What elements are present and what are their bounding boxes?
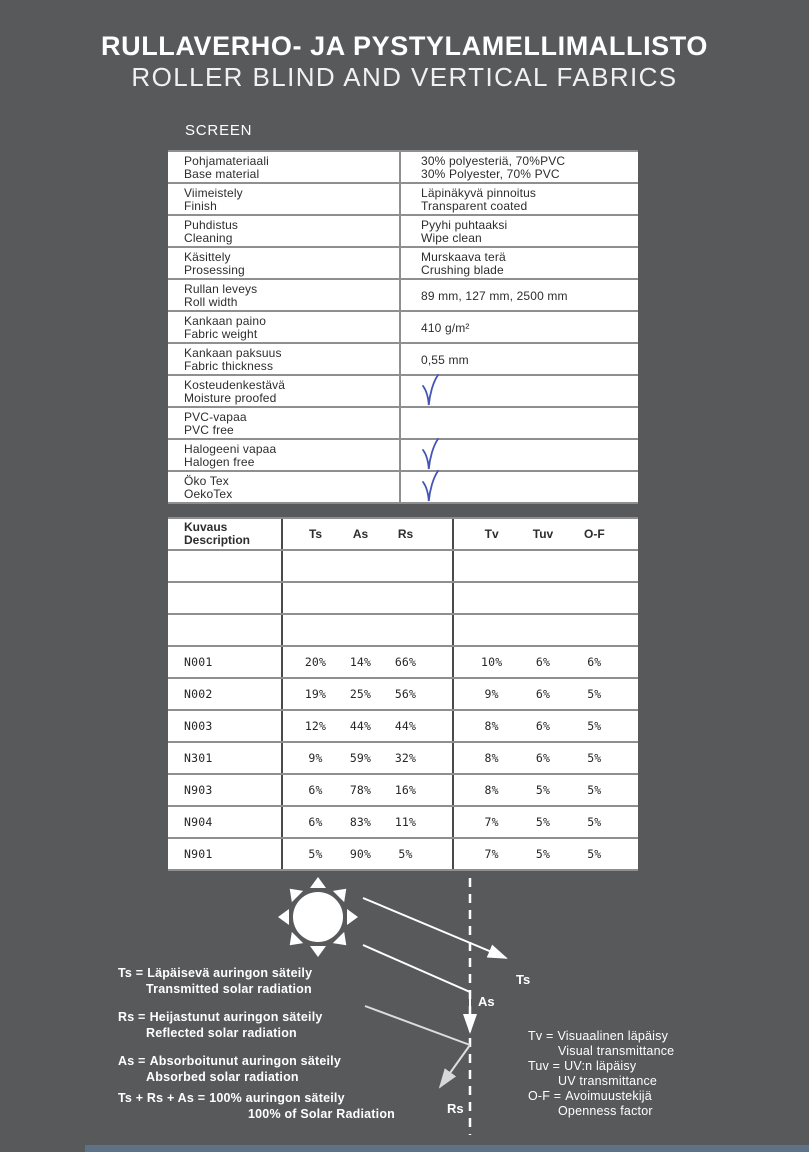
legend-entry	[118, 1091, 448, 1122]
property-label-en: Finish	[184, 199, 217, 213]
property-label-fi: Öko Tex	[184, 474, 229, 488]
fabric-name-cell	[168, 615, 283, 645]
legend-line-en: 100% of Solar Radiation	[248, 1106, 395, 1121]
legend-entry	[528, 1089, 788, 1119]
fabric-name: N904	[184, 815, 213, 829]
legend-line-en: Visual transmittance	[558, 1044, 675, 1058]
property-value-fi: Murskaava terä	[421, 250, 506, 264]
property-label-fi: Puhdistus	[184, 218, 239, 232]
value-as: 59%	[349, 751, 372, 765]
property-label-fi: Kankaan paino	[184, 314, 267, 328]
solar-values-cell	[283, 711, 454, 741]
value-tuv: 5%	[535, 815, 551, 829]
solar-values-cell	[283, 775, 454, 805]
fabric-name-cell	[168, 583, 283, 613]
solar-values-cell	[283, 807, 454, 837]
property-value	[401, 280, 638, 310]
property-value-fi: 30% polyesteriä, 70%PVC	[421, 154, 566, 168]
solar-columns-header	[283, 519, 454, 549]
visual-values-cell	[454, 679, 638, 709]
value-tv: 7%	[484, 815, 499, 829]
value-ts: 6%	[308, 783, 323, 797]
value-rs: 11%	[394, 815, 417, 829]
legend-term: Ts =	[118, 966, 144, 980]
legend-line-fi	[118, 1054, 448, 1070]
column-header-as: As	[352, 527, 369, 541]
value-tv: 8%	[484, 751, 499, 765]
solar-values-cell	[283, 551, 454, 581]
property-label-fi: Kosteudenkestävä	[184, 378, 286, 392]
legend-text-fi: Läpäisevä auringon säteily	[147, 966, 313, 980]
property-value	[401, 248, 638, 278]
legend-line-en: Absorbed solar radiation	[146, 1069, 299, 1084]
fabric-name: N903	[184, 783, 213, 797]
fabric-name-cell	[168, 775, 283, 805]
property-value	[401, 152, 638, 182]
property-value-fi: Läpinäkyvä pinnoitus	[421, 186, 537, 200]
fabric-name: N301	[184, 751, 213, 765]
value-ts: 12%	[304, 719, 327, 733]
value-tuv: 5%	[535, 847, 551, 861]
property-value-fi: 410 g/m²	[421, 320, 470, 335]
property-value-en: Crushing blade	[421, 263, 504, 277]
property-value	[401, 216, 638, 246]
value-as: 44%	[349, 719, 372, 733]
column-header-ts: Ts	[308, 527, 323, 541]
column-header-tuv: Tuv	[532, 527, 554, 541]
fabric-name-cell	[168, 551, 283, 581]
value-tuv: 6%	[535, 751, 551, 765]
property-label	[168, 248, 401, 278]
value-ts: 6%	[308, 815, 323, 829]
property-label-fi: Pohjamateriaali	[184, 154, 269, 168]
property-row	[168, 280, 638, 310]
property-row	[168, 216, 638, 246]
property-label-fi: Viimeistely	[184, 186, 243, 200]
visual-values-cell	[454, 743, 638, 773]
fabric-row	[168, 807, 638, 837]
legend-line-fi	[118, 1010, 448, 1026]
legend-text-fi: Absorboitunut auringon säteily	[149, 1054, 341, 1068]
property-label-fi: PVC-vapaa	[184, 410, 247, 424]
column-header-tv: Tv	[484, 527, 499, 541]
legend-entry	[528, 1059, 788, 1089]
property-label-en: Moisture proofed	[184, 391, 277, 405]
property-label-fi: Kankaan paksuus	[184, 346, 282, 360]
check-icon	[419, 468, 441, 506]
legend-text-fi: UV:n läpäisy	[564, 1059, 637, 1073]
fabric-row	[168, 679, 638, 709]
visual-values-cell	[454, 839, 638, 869]
visual-values-cell	[454, 615, 638, 645]
value-tv: 8%	[484, 719, 499, 733]
legend-term: Tv =	[528, 1029, 554, 1043]
fabric-name-cell	[168, 839, 283, 869]
fabric-row	[168, 647, 638, 677]
property-value-en: Wipe clean	[421, 231, 482, 245]
page-title-english: ROLLER BLIND AND VERTICAL FABRICS	[131, 62, 678, 92]
property-value	[401, 312, 638, 342]
legend-line-fi	[118, 1091, 448, 1107]
fabrics-header-row	[168, 519, 638, 549]
value-ts: 5%	[308, 847, 323, 861]
property-label-en: PVC free	[184, 423, 234, 437]
legend-text-fi: Heijastunut auringon säteily	[149, 1010, 323, 1024]
solar-values-cell	[283, 615, 454, 645]
legend-text-fi: 100% auringon säteily	[209, 1091, 345, 1105]
property-label	[168, 440, 401, 470]
legend-line-en: UV transmittance	[558, 1074, 658, 1088]
visual-values-cell	[454, 775, 638, 805]
property-value	[401, 472, 638, 502]
fabric-row	[168, 711, 638, 741]
legend-entry	[528, 1029, 788, 1059]
legend-term: Rs =	[118, 1010, 146, 1024]
as-label: As	[478, 994, 495, 1009]
sun-icon	[278, 877, 358, 957]
fabric-name-cell	[168, 679, 283, 709]
legend-solar-terms	[118, 966, 448, 1135]
property-label	[168, 280, 401, 310]
property-value	[401, 184, 638, 214]
properties-table	[168, 150, 638, 504]
property-value-en: 30% Polyester, 70% PVC	[421, 167, 560, 181]
value-tuv: 6%	[535, 687, 551, 701]
empty-row	[168, 551, 638, 581]
property-label-en: Prosessing	[184, 263, 245, 277]
property-label	[168, 184, 401, 214]
value-tv: 10%	[480, 655, 503, 669]
value-of: 5%	[587, 847, 602, 861]
property-label	[168, 408, 401, 438]
solar-values-cell	[283, 583, 454, 613]
property-row	[168, 408, 638, 438]
fabric-row	[168, 743, 638, 773]
fabric-name: N003	[184, 719, 213, 733]
column-header-description	[168, 519, 283, 549]
legend-line-fi	[118, 966, 448, 982]
legend-entry	[118, 1054, 448, 1085]
value-tv: 7%	[484, 847, 499, 861]
property-label-en: OekoTex	[184, 487, 233, 501]
property-row	[168, 184, 638, 214]
property-value-en: Transparent coated	[421, 199, 528, 213]
value-as: 78%	[349, 783, 372, 797]
value-tuv: 6%	[535, 655, 551, 669]
property-value-fi: Pyyhi puhtaaksi	[421, 218, 508, 232]
value-rs: 16%	[394, 783, 417, 797]
value-ts: 19%	[304, 687, 327, 701]
value-of: 5%	[587, 719, 602, 733]
header-kuvaus: Kuvaus	[184, 520, 228, 534]
property-row	[168, 248, 638, 278]
value-tv: 9%	[484, 687, 499, 701]
property-label	[168, 312, 401, 342]
fabric-name: N901	[184, 847, 213, 861]
property-label	[168, 152, 401, 182]
value-of: 5%	[587, 815, 602, 829]
property-label-en: Roll width	[184, 295, 238, 309]
value-of: 5%	[587, 783, 602, 797]
legend-line-en: Reflected solar radiation	[146, 1025, 297, 1040]
solar-values-cell	[283, 839, 454, 869]
empty-row	[168, 583, 638, 613]
value-as: 14%	[349, 655, 372, 669]
ts-label: Ts	[516, 972, 531, 987]
property-value	[401, 376, 638, 406]
empty-row	[168, 615, 638, 645]
value-rs: 5%	[398, 847, 413, 861]
value-rs: 32%	[394, 751, 417, 765]
property-label-en: Base material	[184, 167, 260, 181]
property-label-en: Cleaning	[184, 231, 233, 245]
legend-line-fi	[528, 1059, 788, 1074]
value-as: 83%	[349, 815, 372, 829]
visual-values-cell	[454, 583, 638, 613]
property-row	[168, 440, 638, 470]
fabric-row	[168, 839, 638, 869]
property-value	[401, 440, 638, 470]
legend-term: Ts + Rs + As =	[118, 1091, 206, 1105]
header-description: Description	[184, 533, 251, 547]
property-label-en: Fabric weight	[184, 327, 258, 341]
property-value	[401, 344, 638, 374]
legend-text-fi: Visuaalinen läpäisy	[557, 1029, 669, 1043]
visual-values-cell	[454, 807, 638, 837]
page-title-finnish: RULLAVERHO- JA PYSTYLAMELLIMALLISTO	[101, 31, 708, 61]
check-icon	[419, 372, 441, 410]
ts-arrow	[363, 898, 506, 958]
visual-values-cell	[454, 647, 638, 677]
fabric-name-cell	[168, 647, 283, 677]
value-of: 6%	[587, 655, 602, 669]
legend-entry	[118, 1010, 448, 1041]
solar-values-cell	[283, 679, 454, 709]
fabric-name: N002	[184, 687, 213, 701]
property-label	[168, 216, 401, 246]
legend-term: As =	[118, 1054, 146, 1068]
visual-values-cell	[454, 551, 638, 581]
property-row	[168, 472, 638, 502]
fabric-name: N001	[184, 655, 213, 669]
value-tuv: 6%	[535, 719, 551, 733]
value-tv: 8%	[484, 783, 499, 797]
property-row	[168, 152, 638, 182]
value-ts: 20%	[304, 655, 327, 669]
legend-term: O-F =	[528, 1089, 562, 1103]
property-label-fi: Halogeeni vapaa	[184, 442, 277, 456]
property-label	[168, 472, 401, 502]
value-ts: 9%	[308, 751, 323, 765]
property-value-fi: 0,55 mm	[421, 352, 469, 367]
property-label	[168, 376, 401, 406]
fabric-name-cell	[168, 807, 283, 837]
fabric-name-cell	[168, 711, 283, 741]
legend-text-fi: Avoimuustekijä	[565, 1089, 652, 1103]
legend-line-fi	[528, 1029, 788, 1044]
value-of: 5%	[587, 687, 602, 701]
value-rs: 56%	[394, 687, 417, 701]
legend-line-fi	[528, 1089, 788, 1104]
rs-label: Rs	[447, 1101, 464, 1116]
section-heading: SCREEN	[185, 122, 253, 139]
fabric-name-cell	[168, 743, 283, 773]
value-as: 90%	[349, 847, 372, 861]
legend-visual-terms	[528, 1029, 788, 1119]
column-header-of: O-F	[583, 527, 605, 541]
value-rs: 66%	[394, 655, 417, 669]
value-rs: 44%	[394, 719, 417, 733]
value-of: 5%	[587, 751, 602, 765]
property-label-en: Halogen free	[184, 455, 255, 469]
value-as: 25%	[349, 687, 372, 701]
value-tuv: 5%	[535, 783, 551, 797]
property-label	[168, 344, 401, 374]
visual-columns-header	[454, 519, 638, 549]
solar-values-cell	[283, 743, 454, 773]
property-label-fi: Käsittely	[184, 250, 231, 264]
legend-term: Tuv =	[528, 1059, 561, 1073]
property-row	[168, 376, 638, 406]
property-label-fi: Rullan leveys	[184, 282, 258, 296]
bottom-accent-bar	[85, 1145, 809, 1152]
solar-values-cell	[283, 647, 454, 677]
check-mark	[419, 468, 441, 511]
legend-line-en: Openness factor	[558, 1104, 653, 1118]
property-label-en: Fabric thickness	[184, 359, 274, 373]
legend-entry	[118, 966, 448, 997]
property-value-fi: 89 mm, 127 mm, 2500 mm	[421, 288, 568, 303]
column-header-rs: Rs	[397, 527, 414, 541]
property-row	[168, 312, 638, 342]
fabric-row	[168, 775, 638, 805]
property-row	[168, 344, 638, 374]
legend-line-en: Transmitted solar radiation	[146, 981, 312, 996]
fabrics-table	[168, 517, 638, 871]
visual-values-cell	[454, 711, 638, 741]
check-mark	[419, 372, 441, 415]
